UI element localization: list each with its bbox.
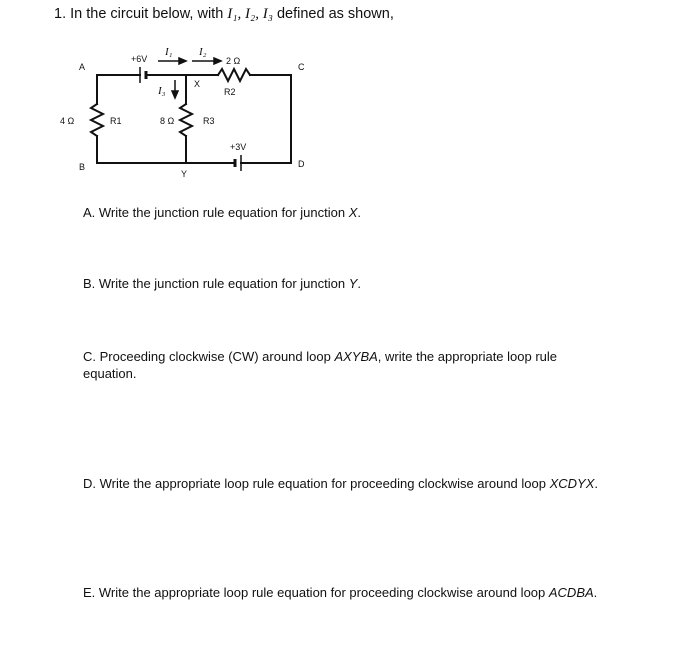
resistor-r3-name: R3 xyxy=(203,116,215,126)
node-y-label: Y xyxy=(181,169,188,179)
part-a-end: . xyxy=(357,205,361,220)
node-c-label: C xyxy=(298,62,305,72)
part-d-em: XCDYX xyxy=(549,476,595,491)
resistor-r1-name: R1 xyxy=(110,116,122,126)
wire-r2-c xyxy=(250,75,291,163)
part-b-text: B. Write the junction rule equation for junction xyxy=(83,276,349,291)
part-e-em: ACDBA xyxy=(548,585,594,600)
resistor-r1-zigzag xyxy=(91,104,103,136)
node-b-label: B xyxy=(79,162,86,172)
part-c-em: AXYBA xyxy=(334,349,378,364)
battery-6v-label: +6V xyxy=(131,54,148,64)
part-b-question xyxy=(83,276,361,291)
node-d-label: D xyxy=(298,159,305,169)
arrow-i3-head xyxy=(172,91,178,98)
part-b-end: . xyxy=(357,276,361,291)
circuit-diagram xyxy=(0,0,700,200)
part-e-end: . xyxy=(593,585,598,600)
part-d-end: . xyxy=(594,476,599,491)
question-suffix: defined as shown, xyxy=(276,6,394,22)
arrow-i2-head xyxy=(214,58,221,64)
part-c-question xyxy=(83,348,603,382)
part-a-text: A. Write the junction rule equation for junction xyxy=(83,205,349,220)
part-c-text: C. Proceeding clockwise (CW) around loop xyxy=(83,349,335,364)
part-d-question xyxy=(83,476,598,491)
part-b-em: Y xyxy=(348,276,358,291)
resistor-r1-value: 4 Ω xyxy=(60,116,75,126)
resistor-r2-value: 2 Ω xyxy=(226,56,241,66)
current-i3-label: I₃ xyxy=(158,85,166,97)
resistor-r2-name: R2 xyxy=(224,87,236,97)
resistor-r3-zigzag xyxy=(180,104,192,136)
arrow-i1-head xyxy=(179,58,186,64)
part-d-text: D. Write the appropriate loop rule equation for proceeding clockwise around loop xyxy=(83,476,550,491)
node-a-label: A xyxy=(79,62,86,72)
resistor-r2-zigzag xyxy=(218,69,250,81)
current-i2-label: I₂ xyxy=(199,46,207,58)
part-a-em: X xyxy=(348,205,358,220)
question-currents: I₁, I₂, I₃ xyxy=(227,6,273,22)
question-intro: In the circuit below, with xyxy=(70,6,224,22)
part-e-text: E. Write the appropriate loop rule equation for proceeding clockwise around loop xyxy=(83,585,549,600)
node-x-label: X xyxy=(194,79,201,89)
part-e-question xyxy=(83,585,597,600)
part-a-question xyxy=(83,205,361,220)
battery-3v-label: +3V xyxy=(230,142,247,152)
question-number: 1. xyxy=(54,6,67,22)
resistor-r3-value: 8 Ω xyxy=(160,116,175,126)
part-c-end: , write the appropriate loop rule equation. xyxy=(83,349,558,381)
current-i1-label: I₁ xyxy=(165,46,173,58)
